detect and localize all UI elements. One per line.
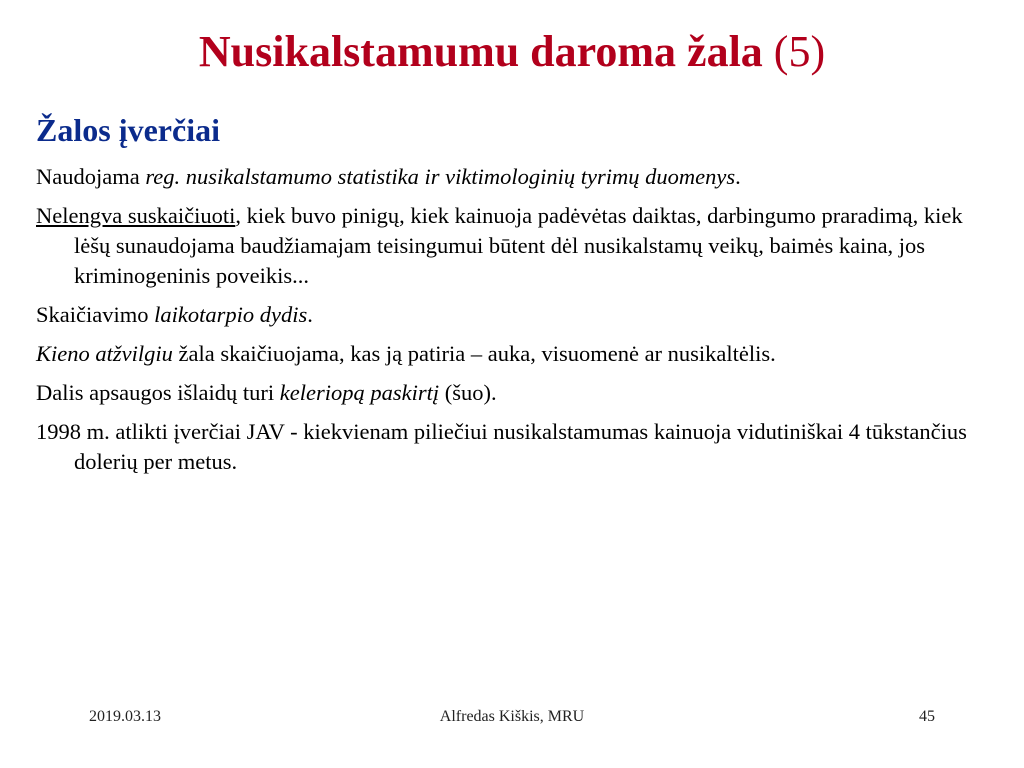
paragraph-2 xyxy=(36,201,986,291)
p1-text-c: . xyxy=(735,164,741,189)
p1-text-a: Naudojama xyxy=(36,164,146,189)
p3-text-italic: laikotarpio dydis xyxy=(154,302,308,327)
p2-text-underlined: Nelengva suskaičiuoti xyxy=(36,203,236,228)
slide-title xyxy=(0,24,1024,80)
paragraph-1 xyxy=(36,162,986,192)
p4-text-b: žala skaičiuojama, kas ją patiria – auka, visuomenė ar nusikaltėlis. xyxy=(172,341,776,366)
title-main: Nusikalstamumu daroma žala xyxy=(198,27,763,76)
footer-author: Alfredas Kiškis, MRU xyxy=(439,708,585,725)
slide-body xyxy=(36,162,986,486)
paragraph-4 xyxy=(36,339,986,369)
footer-page-number: 45 xyxy=(919,708,935,725)
footer-date: 2019.03.13 xyxy=(89,708,161,725)
p6-text-a: 1998 m. atlikti įverčiai JAV - kiekvienam piliečiui nusikalstamumas kainuoja vidutiniškai 4 tūkstančius dolerių per metus. xyxy=(36,419,967,474)
p3-text-a: Skaičiavimo xyxy=(36,302,155,327)
title-number: (5) xyxy=(773,27,826,76)
p3-text-c: . xyxy=(307,302,313,327)
paragraph-6 xyxy=(36,417,986,477)
p4-text-italic: Kieno atžvilgiu xyxy=(36,341,173,366)
section-heading: Žalos įverčiai xyxy=(36,112,220,148)
paragraph-3 xyxy=(36,300,986,330)
paragraph-5 xyxy=(36,378,986,408)
p2-text-b: , kiek buvo pinigų, kiek kainuoja padėvėtas daiktas, darbingumo praradimą, kiek lėšų sunaudojama baudžiamajam teisingumui būtent dėl nusikalstamų veikų, baimės kaina, jos kriminogeninis poveikis... xyxy=(74,203,963,288)
p5-text-italic: keleriopą paskirtį xyxy=(279,380,440,405)
p5-text-c: (šuo). xyxy=(439,380,497,405)
p1-text-italic: reg. nusikalstamumo statistika ir viktimologinių tyrimų duomenys xyxy=(145,164,736,189)
p5-text-a: Dalis apsaugos išlaidų turi xyxy=(36,380,280,405)
